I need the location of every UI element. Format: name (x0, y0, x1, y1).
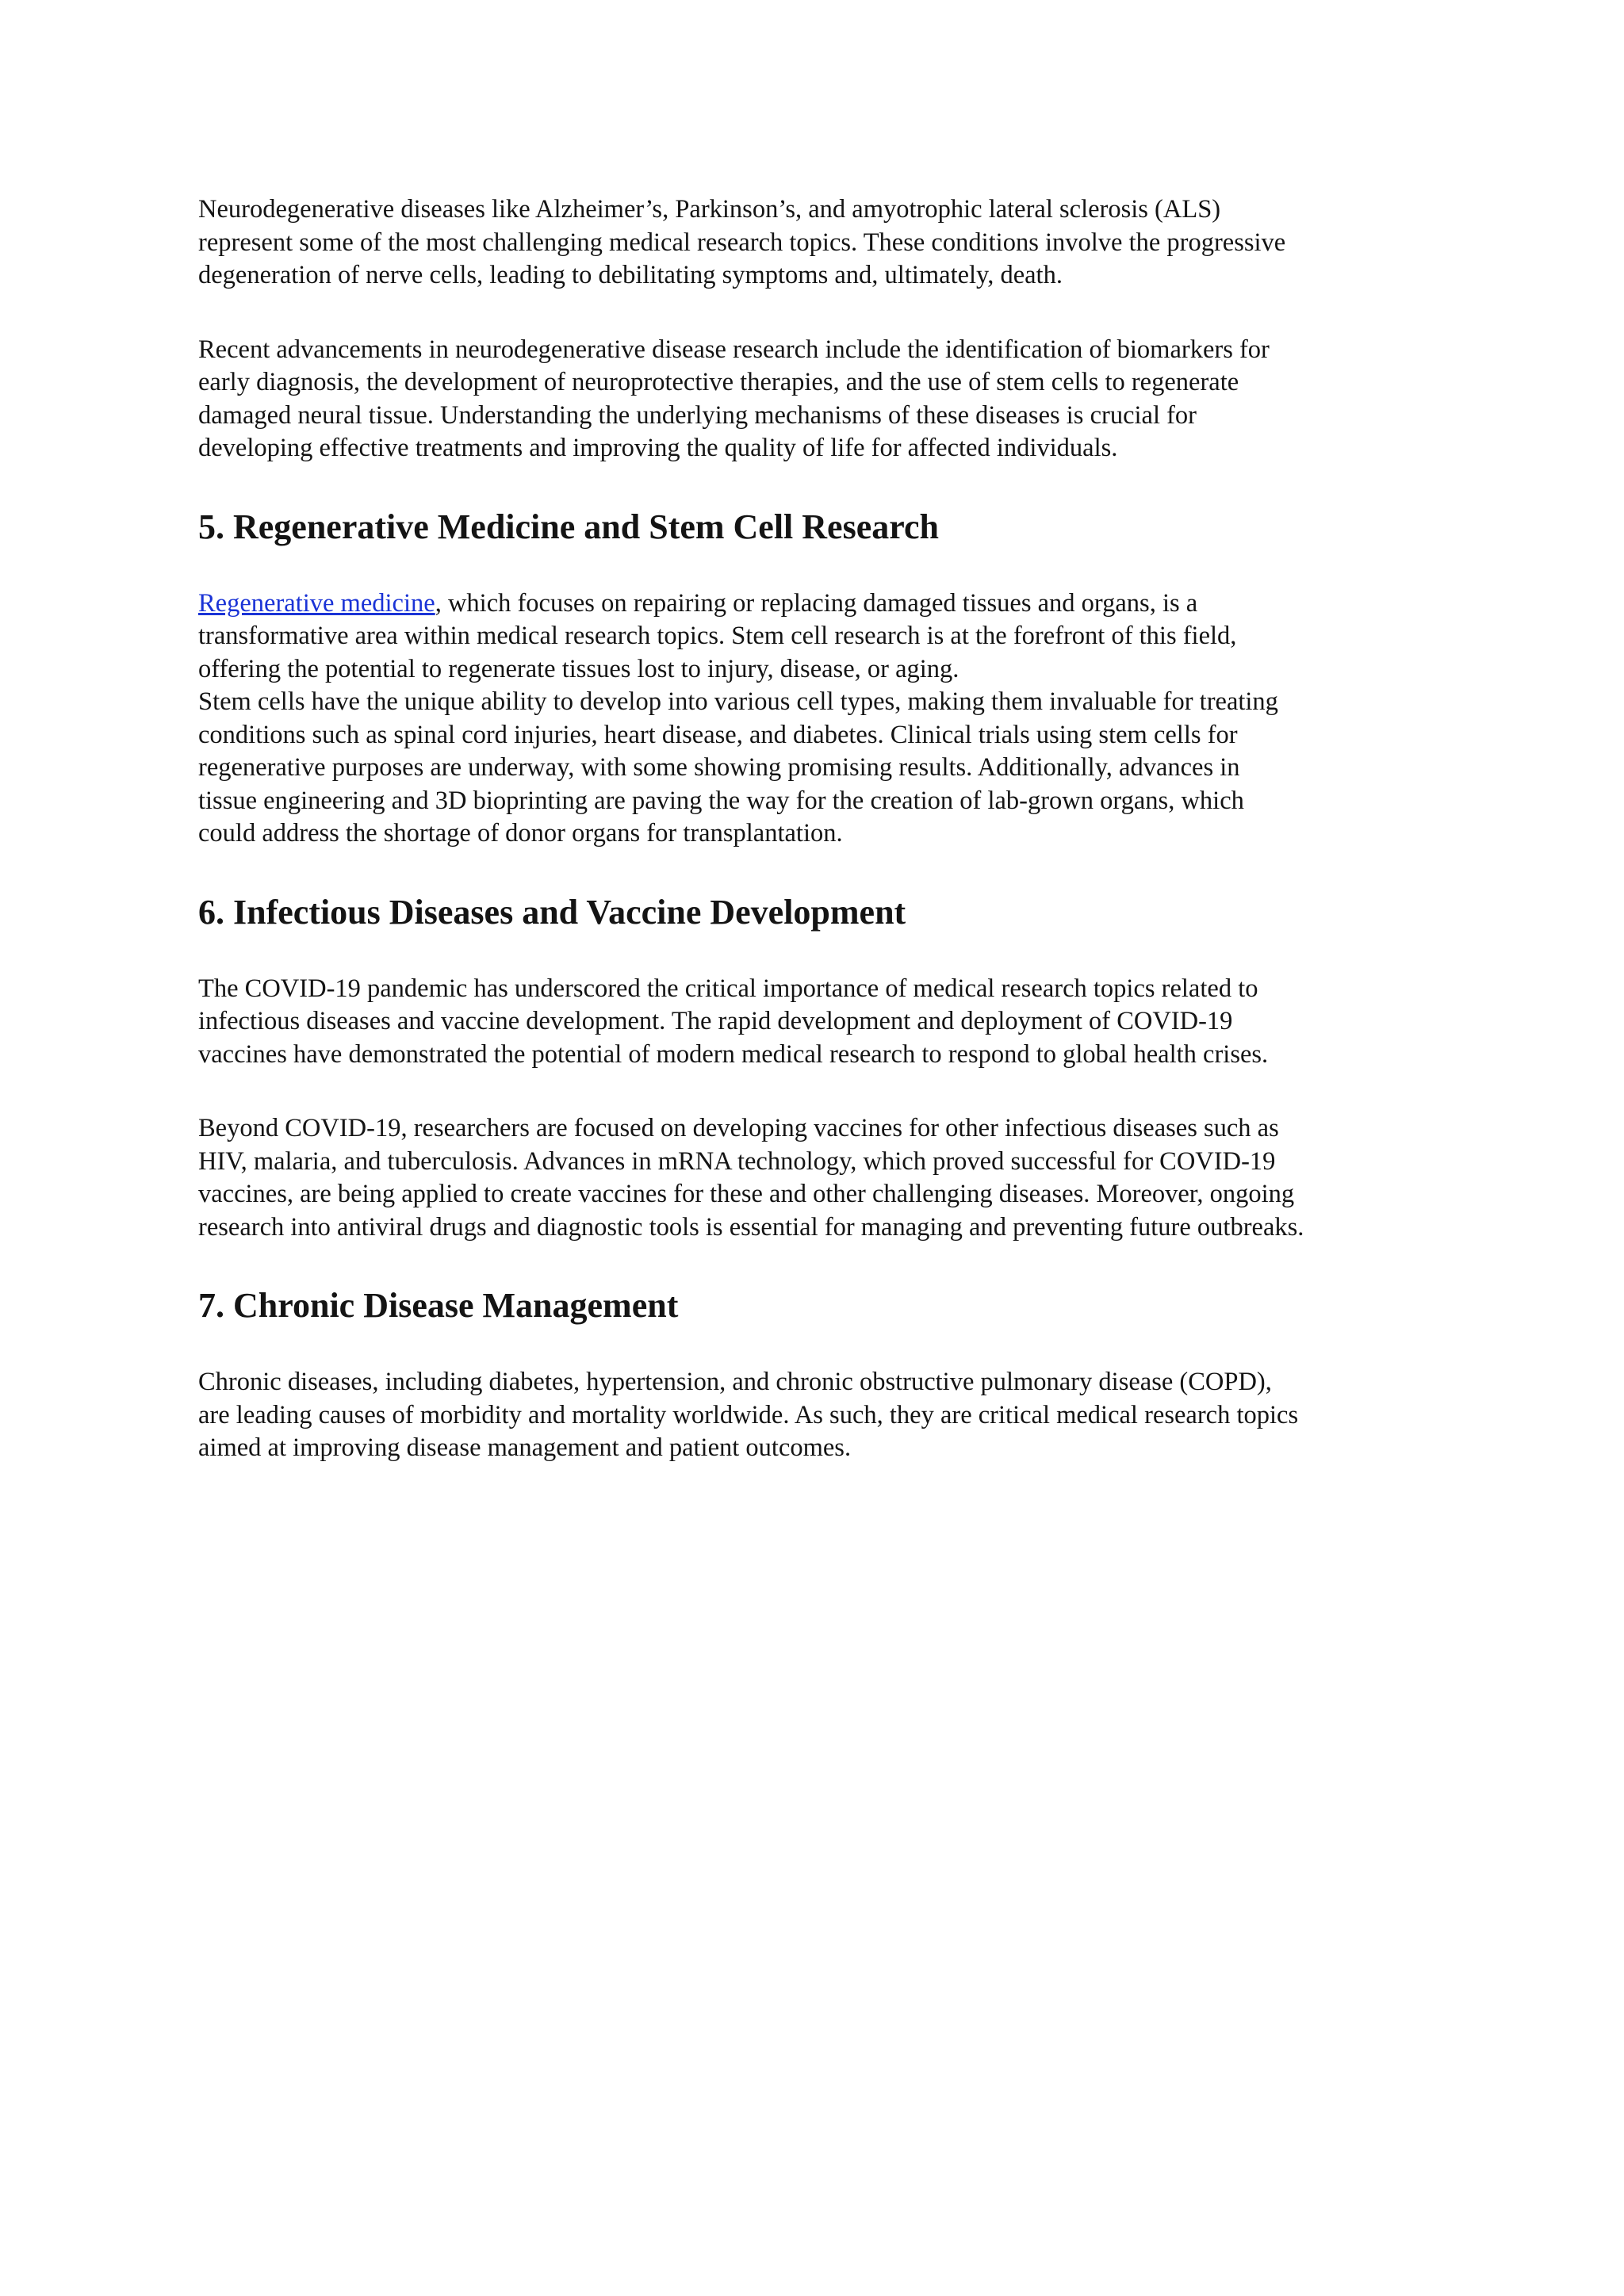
document-page (198, 193, 1451, 1506)
intro-paragraph-2: Recent advancements in neurodegenerative disease research include the identification of biomarkers for early diagnosis, the development of neuroprotective therapies, and the use of stem cells to regenerate damaged neural tissue. Understanding the underlying mechanisms of these diseases is crucial for developing effective treatments and improving the quality of life for affected individuals. (198, 335, 1270, 462)
section-7-paragraph-1: Chronic diseases, including diabetes, hypertension, and chronic obstructive pulmonary disease (COPD), are leading causes of morbidity and mortality worldwide. As such, they are critical medical research topics aimed at improving disease management and patient outcomes. (198, 1368, 1299, 1462)
section-5-heading: 5. Regenerative Medicine and Stem Cell Research (198, 507, 939, 546)
section-7-heading: 7. Chronic Disease Management (198, 1286, 679, 1325)
section-5-paragraph-1 (198, 587, 1451, 687)
regenerative-medicine-link[interactable]: Regenerative medicine (198, 588, 435, 618)
section-5-paragraph-1-text: , which focuses on repairing or replacing damaged tissues and organs, is a transformative area within medical research topics. Stem cell research is at the forefront of this field, offering the potential to regenerate tissues lost to injury, disease, or aging. (198, 588, 1237, 683)
section-6-paragraph-1: The COVID-19 pandemic has underscored the critical importance of medical research topics related to infectious diseases and vaccine development. The rapid development and deployment of COVID-19 vaccines have demonstrated the potential of modern medical research to respond to global health crises. (198, 974, 1269, 1069)
section-6-heading: 6. Infectious Diseases and Vaccine Development (198, 892, 906, 932)
section-6-paragraph-2: Beyond COVID-19, researchers are focused on developing vaccines for other infectious diseases such as HIV, malaria, and tuberculosis. Advances in mRNA technology, which proved successful for COVID-19 vaccines, are being applied to create vaccines for these and other challenging diseases. Moreover, ongoing research into antiviral drugs and diagnostic tools is essential for managing and preventing future outbreaks. (198, 1114, 1304, 1242)
intro-paragraph-1: Neurodegenerative diseases like Alzheimer’s, Parkinson’s, and amyotrophic lateral sclerosis (ALS) represent some of the most challenging medical research topics. These conditions involve the progressive degeneration of nerve cells, leading to debilitating symptoms and, ultimately, death. (198, 195, 1286, 289)
section-5-paragraph-2: Stem cells have the unique ability to develop into various cell types, making them invaluable for treating conditions such as spinal cord injuries, heart disease, and diabetes. Clinical trials using stem cells for regenerative purposes are underway, with some showing promising results. Additionally, advances in tissue engineering and 3D bioprinting are paving the way for the creation of lab-grown organs, which could address the shortage of donor organs for transplantation. (198, 687, 1278, 848)
